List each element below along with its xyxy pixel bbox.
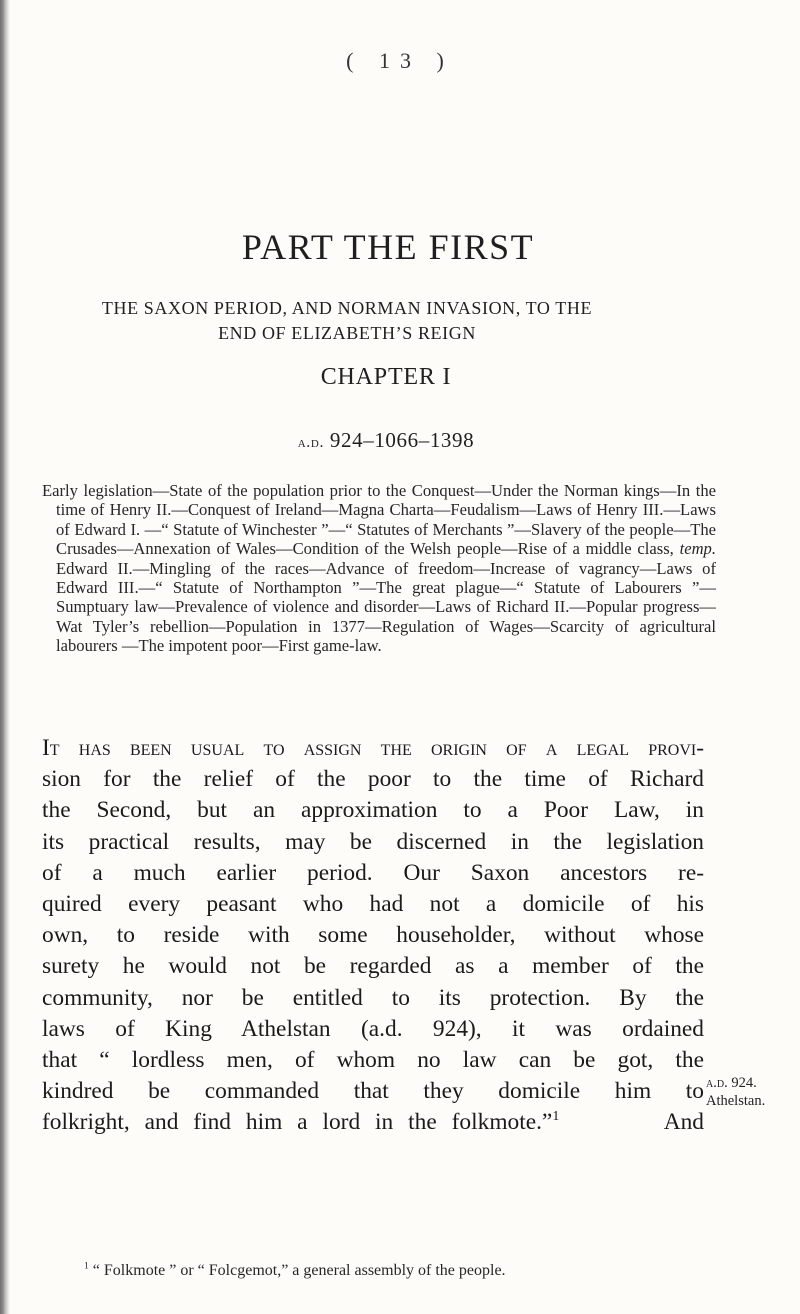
footnote-text: “ Folkmote ” or “ Folcgemot,” a general assembly of the people. <box>92 1262 506 1279</box>
date-prefix: a.d. <box>297 434 325 451</box>
body-line: of a much earlier period. Our Saxon ancestors re- <box>42 859 704 886</box>
body-line: that “ lordless men, of whom no law can be got, the <box>42 1047 704 1074</box>
summary-italic-term: temp. <box>679 539 716 559</box>
body-line: laws of King Athelstan (a.d. 924), it was ordained <box>42 1015 704 1042</box>
page-number: ( 13 ) <box>346 48 454 73</box>
body-line-13: folkright, and find him a lord in the folkmote.” <box>42 1109 553 1136</box>
body-line: its practical results, may be discerned in the legislation <box>42 828 704 855</box>
body-line-1: It has been usual to assign the origin of a legal provi- <box>42 735 704 761</box>
body-line: sion for the relief of the poor to the time of Richard <box>42 766 704 793</box>
body-line: surety he would not be regarded as a member of the <box>42 953 704 980</box>
body-line: the Second, but an approximation to a Poor Law, in <box>42 797 704 824</box>
body-line-final <box>42 1107 704 1138</box>
body-line: community, nor be entitled to its protection. By the <box>42 984 704 1011</box>
page-binding-edge <box>0 0 10 1314</box>
summary-text-part-2: Edward II.—Mingling of the races—Advance of freedom—Increase of vagrancy—Laws of Edward III.—“ Statute of Northampton ”—The great plague—“ Statute of Labourers ”—Sumptuary law—Prevalence of violence and disorder—Laws of Richard II.—Popular progress—Wat Tyler’s rebellion—Population in 1377—Regulation of Wages—Scarcity of agricultural labourers —The impotent poor—First game-law. <box>56 558 716 656</box>
part-subtitle-line-2: END OF ELIZABETH’S REIGN <box>218 323 476 343</box>
body-line-14: And <box>663 1109 704 1136</box>
date-range-value: 924–1066–1398 <box>329 428 475 452</box>
chapter-summary <box>42 481 716 656</box>
margin-note-name: Athelstan. <box>706 1093 766 1109</box>
footnote-reference: 1 <box>552 1108 560 1125</box>
body-paragraph <box>42 733 704 1139</box>
margin-note <box>706 1074 765 1110</box>
body-line: kindred be commanded that they domicile him to <box>42 1078 704 1105</box>
part-subtitle <box>47 296 647 346</box>
body-line: own, to reside with some householder, without whose <box>42 922 704 949</box>
part-title: PART THE FIRST <box>241 227 535 267</box>
margin-note-date: a.d. 924. <box>706 1075 757 1091</box>
summary-text-part-1: Early legislation—State of the population prior to the Conquest—Under the Norman kings—In the time of Henry II.—Conquest of Ireland—Magna Charta—Feudalism—Laws of Henry III.—Laws of Edward I. —“ Statute of Winchester ”—“ Statutes of Merchants ”—Slavery of the people—The Crusades—Annexation of Wales—Condition of the Welsh people—Rise of a middle class, <box>42 481 716 559</box>
chapter-title: CHAPTER I <box>320 364 452 390</box>
part-subtitle-line-1: THE SAXON PERIOD, AND NORMAN INVASION, TO THE <box>101 298 593 318</box>
body-line <box>42 733 704 764</box>
footnote-marker: 1 <box>84 1260 89 1272</box>
body-line: quired every peasant who had not a domicile of his <box>42 891 704 918</box>
chapter-date-range <box>0 428 772 453</box>
footnote <box>84 1262 724 1280</box>
